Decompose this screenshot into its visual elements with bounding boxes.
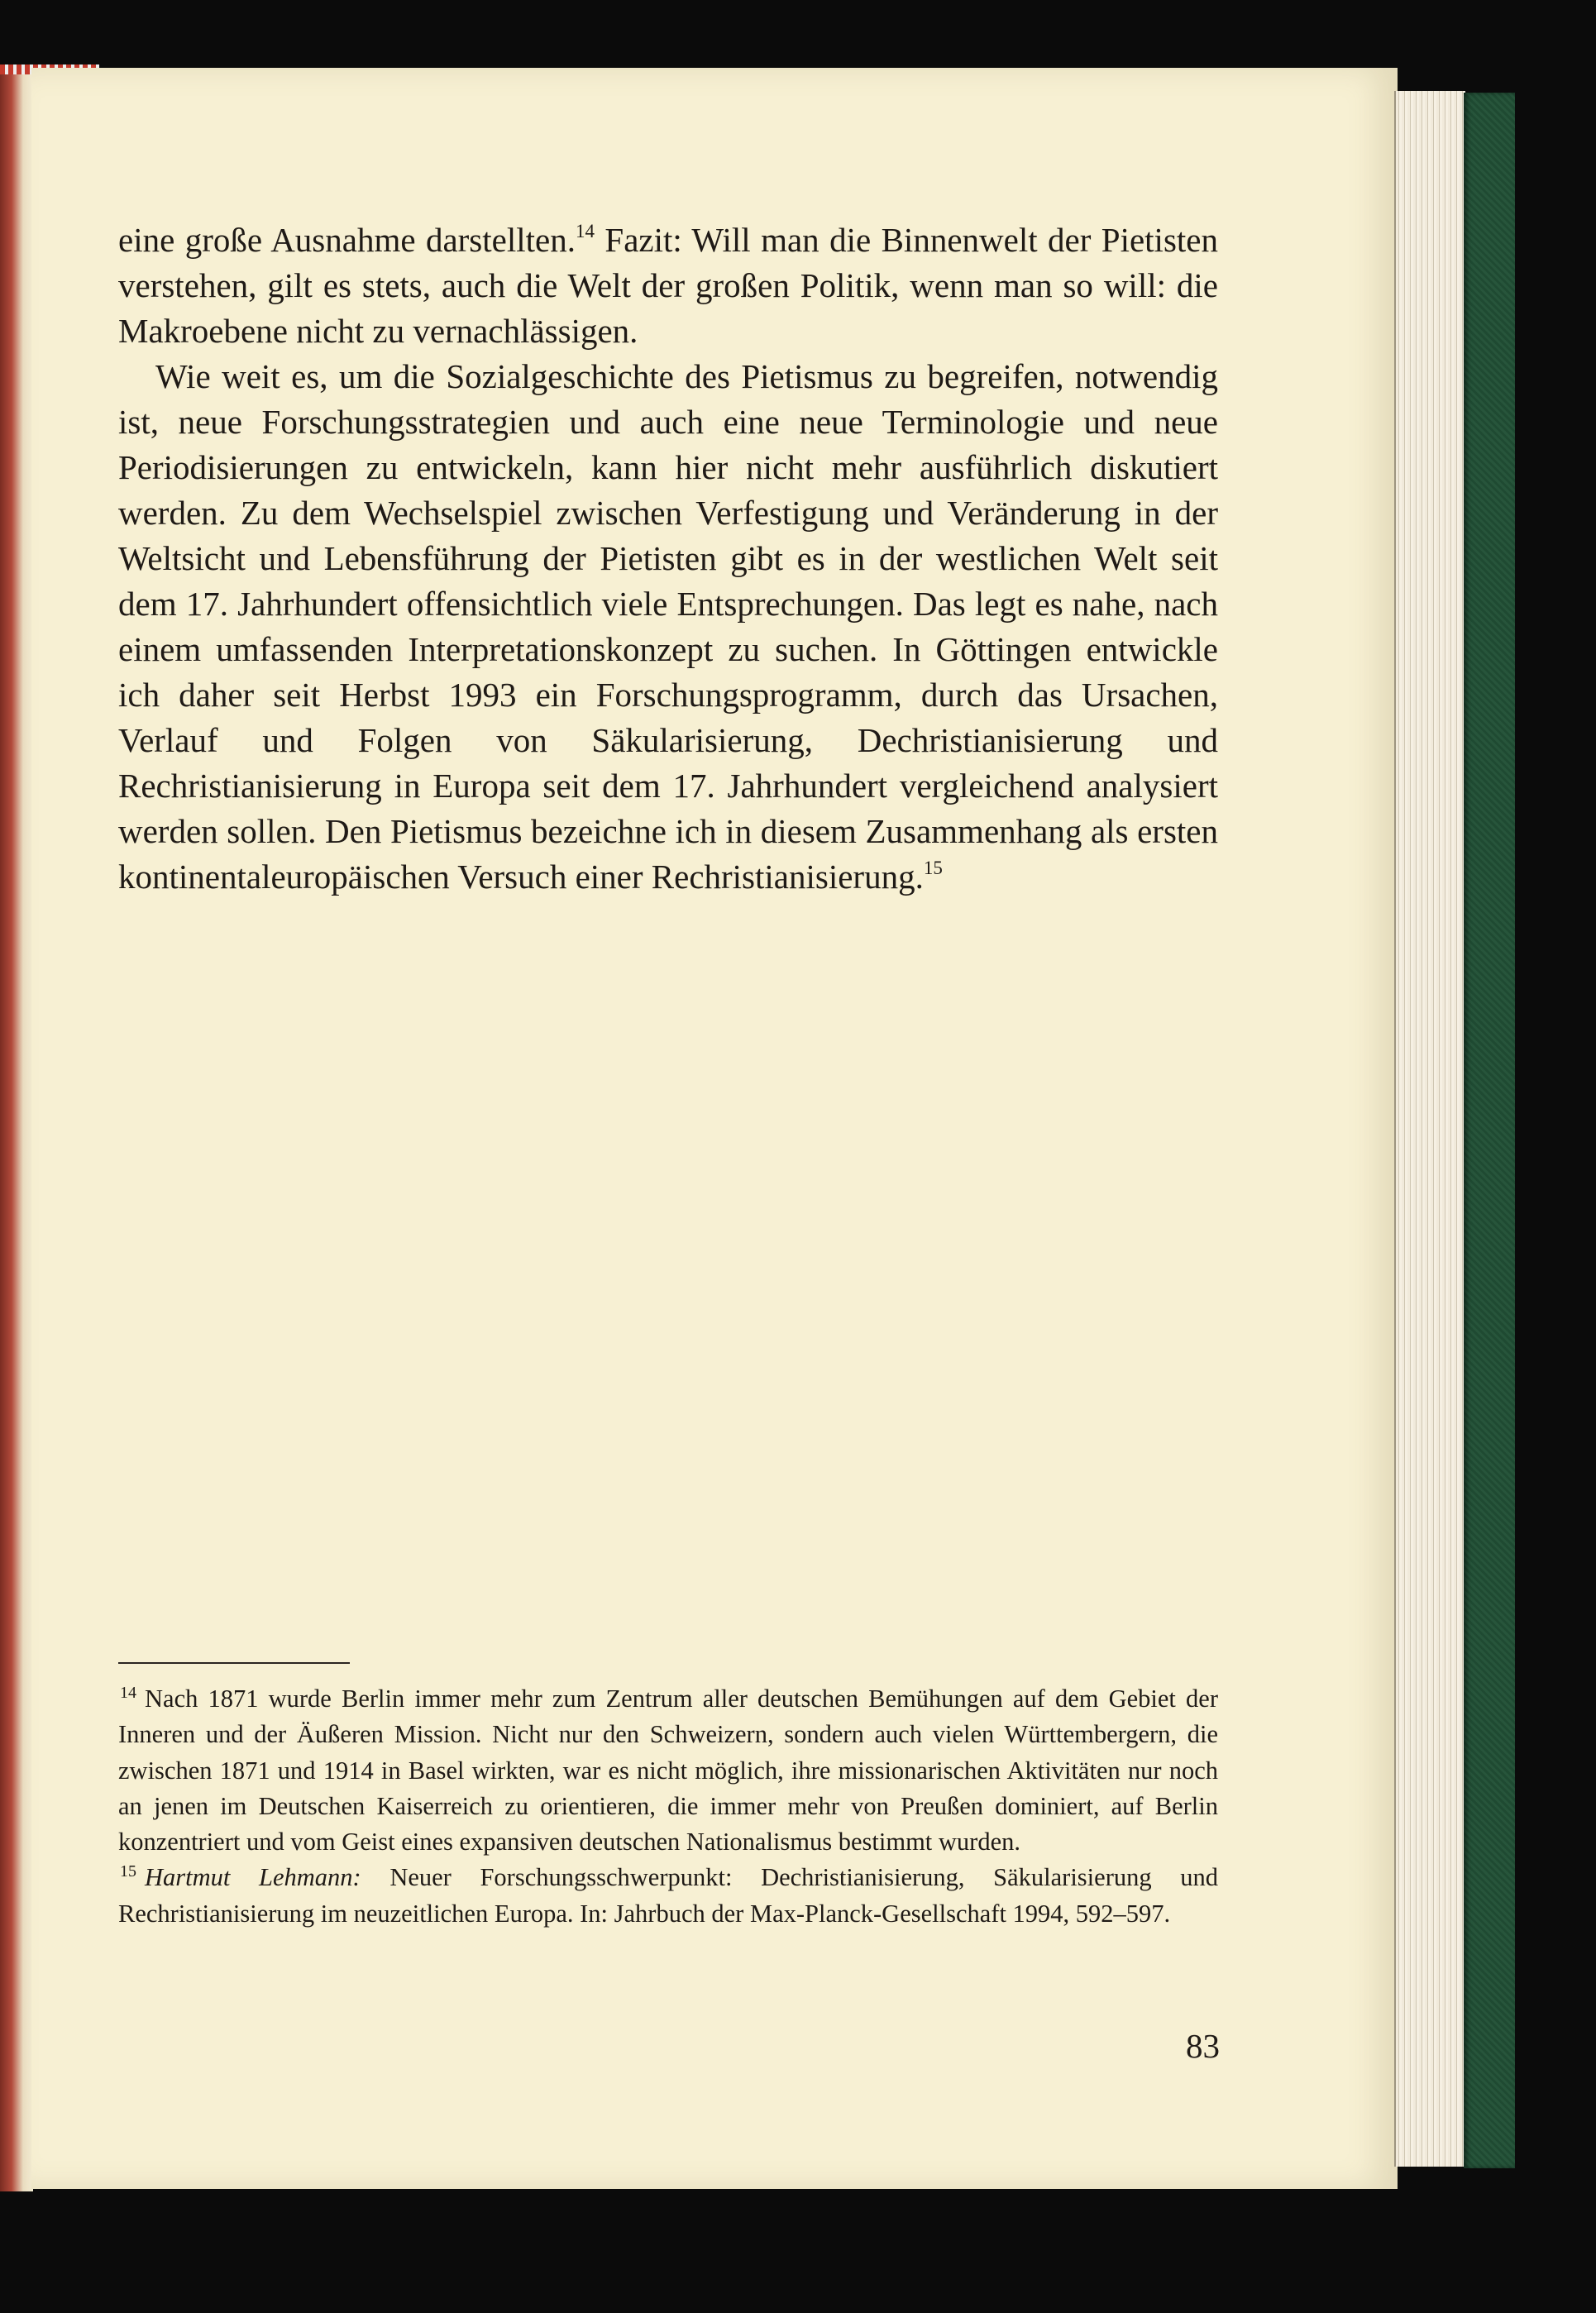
footnote-text: Neuer Forschungsschwerpunkt: Dechristianisierung, Säkularisierung und Rechristianisierung im neuzeitlichen Europa. In: Jahrbuch der Max-Planck-Gesellschaft 1994, 592–597. — [118, 1863, 1218, 1928]
page-stack-edge — [1394, 91, 1465, 2167]
footnote-15: $^{15}$ Hartmut Lehmann: Neuer Forschungsschwerpunkt: Dechristianisierung, Säkularisierung und Rechristianisierung im neuzeitlichen Europa. In: Jahrbuch der Max-Planck-Gesellschaft 1994, 592–597. — [118, 1862, 1218, 1928]
paragraph-text: Wie weit es, um die Sozialgeschichte des Pietismus zu begreifen, notwendig ist, neue Forschungsstrategien und auch eine neue Terminologie und neue Periodisierungen zu entwickeln, kann hier nicht mehr ausführlich diskutiert werden. Zu dem Wechselspiel zwischen Verfestigung und Veränderung in der Weltsicht und Lebensführung der Pietisten gibt es in der westlichen Welt seit dem 17. Jahrhundert offensichtlich viele Entsprechungen. Das legt es nahe, nach einem umfassenden Interpretationskonzept zu suchen. In Göttingen entwickle ich daher seit Herbst 1993 ein Forschungsprogramm, durch das Ursachen, Verlauf und Folgen von Säkularisierung, Dechristianisierung und Rechristianisierung in Europa seit dem 17. Jahrhundert vergleichend analysiert werden sollen. Den Pietismus bezeichne ich in diesem Zusammenhang als ersten kontinentaleuropäischen Versuch einer Rechristianisierung. — [118, 357, 1218, 896]
footnote-14: $^{14}$ Nach 1871 wurde Berlin immer mehr zum Zentrum aller deutschen Bemühungen auf dem Gebiet der Inneren und der Äußeren Mission. Nicht nur den Schweizern, sondern auch vielen Württembergern, die zwischen 1871 und 1914 in Basel wirkten, war es nicht möglich, ihre missionarischen Aktivitäten nur noch an jenen im Deutschen Kaiserreich zu orientieren, die immer mehr von Preußen dominiert, auf Berlin konzentriert und vom Geist eines expansiven deutschen Nationalismus bestimmt wurden. — [118, 1684, 1218, 1857]
footnote-author: Hartmut Lehmann: — [145, 1863, 361, 1892]
footnote-text: Nach 1871 wurde Berlin immer mehr zum Zentrum aller deutschen Bemühungen auf dem Gebiet der Inneren und der Äußeren Mission. Nicht nur den Schweizern, sondern auch vielen Württembergern, die zwischen 1871 und 1914 in Basel wirkten, war es nicht möglich, ihre missionarischen Aktivitäten nur noch an jenen im Deutschen Kaiserreich zu orientieren, die immer mehr von Preußen dominiert, auf Berlin konzentriert und vom Geist eines expansiven deutschen Nationalismus bestimmt wurden. — [118, 1685, 1218, 1857]
paragraph-1 — [118, 217, 1218, 354]
paragraph-text: Fazit: Will man die Binnenwelt der Pietisten verstehen, gilt es stets, auch die Welt der großen Politik, wenn man so will: die Makroebene nicht zu vernachlässigen. — [118, 221, 1218, 350]
body-text — [118, 217, 1218, 900]
book-left-edge — [0, 66, 33, 2191]
book-cover — [1464, 93, 1515, 2168]
footnote-ref-15[interactable]: 15 — [923, 858, 943, 878]
footnote-ref-14[interactable]: 14 — [575, 221, 595, 241]
paragraph-text: eine große Ausnahme darstellten. — [118, 221, 576, 259]
paragraph-2 — [118, 354, 1218, 900]
footnotes — [118, 1681, 1218, 1932]
footnote-separator — [118, 1662, 350, 1664]
page-number: 83 — [1186, 2027, 1220, 2065]
